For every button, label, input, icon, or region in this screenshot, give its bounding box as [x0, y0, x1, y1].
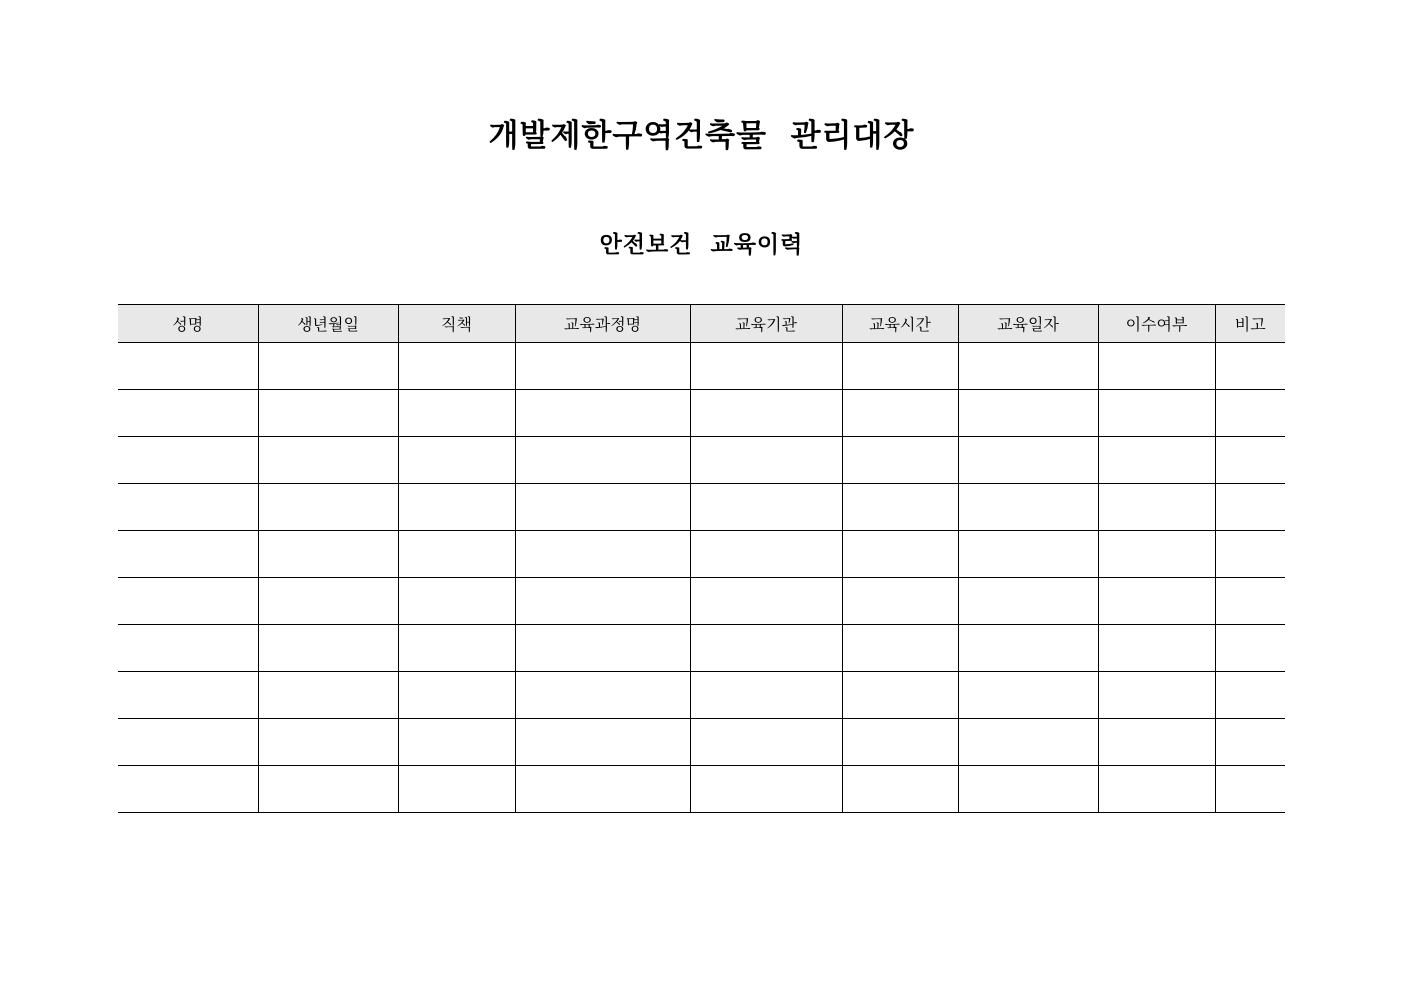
cell-remarks[interactable]: [1215, 578, 1285, 625]
cell-birthdate[interactable]: [258, 531, 398, 578]
table-row: [118, 578, 1285, 625]
column-header-position: 직책: [398, 305, 515, 343]
cell-institution[interactable]: [690, 531, 842, 578]
cell-remarks[interactable]: [1215, 625, 1285, 672]
column-header-name: 성명: [118, 305, 258, 343]
table-row: [118, 531, 1285, 578]
column-header-completion: 이수여부: [1098, 305, 1215, 343]
cell-hours[interactable]: [842, 719, 958, 766]
cell-birthdate[interactable]: [258, 578, 398, 625]
cell-hours[interactable]: [842, 531, 958, 578]
cell-date[interactable]: [958, 531, 1098, 578]
cell-date[interactable]: [958, 719, 1098, 766]
cell-birthdate[interactable]: [258, 437, 398, 484]
cell-birthdate[interactable]: [258, 672, 398, 719]
cell-date[interactable]: [958, 578, 1098, 625]
cell-institution[interactable]: [690, 578, 842, 625]
cell-completion[interactable]: [1098, 766, 1215, 813]
cell-position[interactable]: [398, 625, 515, 672]
cell-position[interactable]: [398, 719, 515, 766]
table-body: [118, 343, 1285, 813]
cell-remarks[interactable]: [1215, 672, 1285, 719]
cell-remarks[interactable]: [1215, 484, 1285, 531]
column-header-course-name: 교육과정명: [515, 305, 690, 343]
cell-completion[interactable]: [1098, 531, 1215, 578]
cell-name[interactable]: [118, 437, 258, 484]
cell-remarks[interactable]: [1215, 719, 1285, 766]
cell-birthdate[interactable]: [258, 766, 398, 813]
cell-name[interactable]: [118, 484, 258, 531]
cell-course-name[interactable]: [515, 484, 690, 531]
cell-hours[interactable]: [842, 578, 958, 625]
table-row: [118, 390, 1285, 437]
cell-institution[interactable]: [690, 672, 842, 719]
cell-birthdate[interactable]: [258, 719, 398, 766]
table-row: [118, 672, 1285, 719]
cell-birthdate[interactable]: [258, 625, 398, 672]
cell-position[interactable]: [398, 672, 515, 719]
cell-remarks[interactable]: [1215, 343, 1285, 390]
cell-hours[interactable]: [842, 766, 958, 813]
cell-name[interactable]: [118, 531, 258, 578]
cell-completion[interactable]: [1098, 672, 1215, 719]
cell-remarks[interactable]: [1215, 766, 1285, 813]
column-header-hours: 교육시간: [842, 305, 958, 343]
cell-completion[interactable]: [1098, 625, 1215, 672]
cell-completion[interactable]: [1098, 390, 1215, 437]
cell-date[interactable]: [958, 343, 1098, 390]
cell-remarks[interactable]: [1215, 531, 1285, 578]
cell-name[interactable]: [118, 625, 258, 672]
cell-course-name[interactable]: [515, 437, 690, 484]
cell-hours[interactable]: [842, 484, 958, 531]
cell-hours[interactable]: [842, 343, 958, 390]
table-row: [118, 719, 1285, 766]
cell-hours[interactable]: [842, 437, 958, 484]
cell-position[interactable]: [398, 484, 515, 531]
cell-institution[interactable]: [690, 766, 842, 813]
table-row: [118, 625, 1285, 672]
column-header-date: 교육일자: [958, 305, 1098, 343]
cell-course-name[interactable]: [515, 578, 690, 625]
column-header-remarks: 비고: [1215, 305, 1285, 343]
column-header-institution: 교육기관: [690, 305, 842, 343]
cell-course-name[interactable]: [515, 390, 690, 437]
cell-position[interactable]: [398, 390, 515, 437]
table-header-row: [118, 305, 1285, 343]
cell-course-name[interactable]: [515, 672, 690, 719]
cell-completion[interactable]: [1098, 343, 1215, 390]
cell-name[interactable]: [118, 672, 258, 719]
cell-date[interactable]: [958, 672, 1098, 719]
cell-date[interactable]: [958, 766, 1098, 813]
cell-name[interactable]: [118, 719, 258, 766]
cell-institution[interactable]: [690, 343, 842, 390]
section-title: 안전보건 교육이력: [599, 232, 804, 258]
cell-institution[interactable]: [690, 719, 842, 766]
cell-position[interactable]: [398, 531, 515, 578]
cell-institution[interactable]: [690, 484, 842, 531]
document-title: 개발제한구역건축물 관리대장: [488, 118, 915, 154]
cell-hours[interactable]: [842, 672, 958, 719]
cell-completion[interactable]: [1098, 437, 1215, 484]
cell-completion[interactable]: [1098, 719, 1215, 766]
cell-date[interactable]: [958, 625, 1098, 672]
cell-birthdate[interactable]: [258, 343, 398, 390]
cell-institution[interactable]: [690, 390, 842, 437]
cell-birthdate[interactable]: [258, 390, 398, 437]
cell-position[interactable]: [398, 343, 515, 390]
education-record-table: [118, 304, 1285, 813]
cell-course-name[interactable]: [515, 343, 690, 390]
cell-position[interactable]: [398, 578, 515, 625]
cell-name[interactable]: [118, 343, 258, 390]
table-row: [118, 343, 1285, 390]
cell-remarks[interactable]: [1215, 437, 1285, 484]
cell-name[interactable]: [118, 766, 258, 813]
cell-institution[interactable]: [690, 437, 842, 484]
cell-course-name[interactable]: [515, 531, 690, 578]
cell-date[interactable]: [958, 484, 1098, 531]
cell-course-name[interactable]: [515, 625, 690, 672]
cell-position[interactable]: [398, 437, 515, 484]
table-row: [118, 437, 1285, 484]
cell-birthdate[interactable]: [258, 484, 398, 531]
cell-course-name[interactable]: [515, 719, 690, 766]
column-header-birthdate: 생년월일: [258, 305, 398, 343]
cell-hours[interactable]: [842, 390, 958, 437]
table-row: [118, 766, 1285, 813]
cell-hours[interactable]: [842, 625, 958, 672]
cell-course-name[interactable]: [515, 766, 690, 813]
cell-name[interactable]: [118, 390, 258, 437]
cell-date[interactable]: [958, 437, 1098, 484]
cell-position[interactable]: [398, 766, 515, 813]
table-row: [118, 484, 1285, 531]
cell-remarks[interactable]: [1215, 390, 1285, 437]
cell-completion[interactable]: [1098, 484, 1215, 531]
cell-date[interactable]: [958, 390, 1098, 437]
cell-name[interactable]: [118, 578, 258, 625]
cell-completion[interactable]: [1098, 578, 1215, 625]
cell-institution[interactable]: [690, 625, 842, 672]
